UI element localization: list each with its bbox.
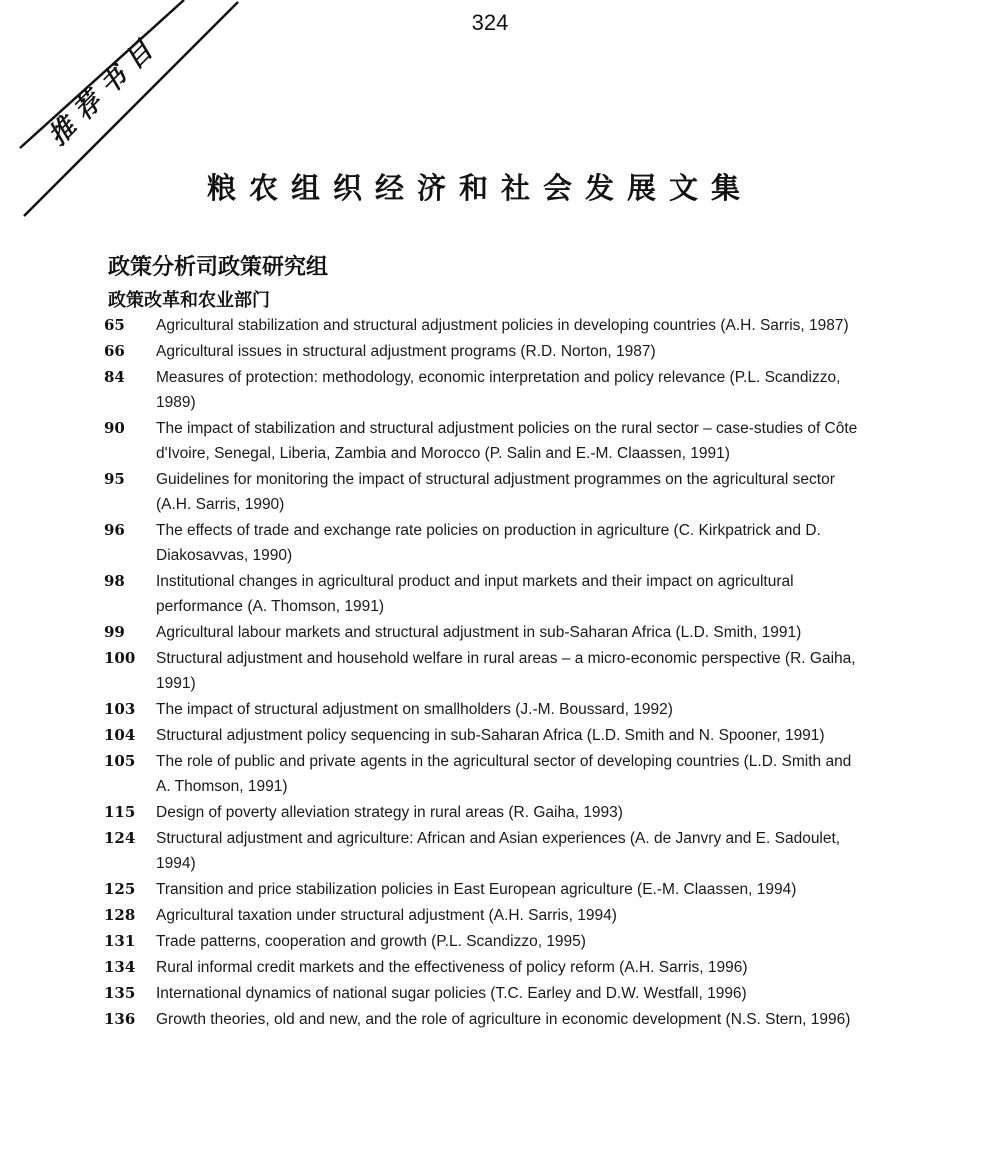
list-item <box>104 749 864 799</box>
entry-number: 136 <box>104 1010 136 1028</box>
entry-number: 90 <box>104 419 125 437</box>
subsection-title: 政策改革和农业部门 <box>108 290 270 311</box>
entry-title: The impact of structural adjustment on smallholders (J.-M. Boussard, 1992) <box>156 701 673 718</box>
entry-title: Institutional changes in agricultural product and input markets and their impact on agricultural performance (A. Thomson, 1991) <box>156 573 794 615</box>
entry-title: The role of public and private agents in the agricultural sector of developing countries (L.D. Smith and A. Thomson, 1991) <box>156 753 852 795</box>
entry-title: Design of poverty alleviation strategy in rural areas (R. Gaiha, 1993) <box>156 804 623 821</box>
entry-title: Agricultural taxation under structural adjustment (A.H. Sarris, 1994) <box>156 907 617 924</box>
entry-number: 134 <box>104 958 136 976</box>
entry-number: 105 <box>104 752 136 770</box>
list-item <box>104 518 864 568</box>
entry-number: 95 <box>104 470 125 488</box>
list-item <box>104 620 864 645</box>
entry-number: 124 <box>104 829 136 847</box>
list-item <box>104 339 864 364</box>
entry-title: Structural adjustment policy sequencing in sub-Saharan Africa (L.D. Smith and N. Spooner, 1991) <box>156 727 825 744</box>
list-item <box>104 877 864 902</box>
entry-number: 131 <box>104 932 136 950</box>
entry-title: The effects of trade and exchange rate policies on production in agriculture (C. Kirkpatrick and D. Diakosavvas, 1990) <box>156 522 821 564</box>
list-item <box>104 826 864 876</box>
entry-number: 125 <box>104 880 136 898</box>
entry-title: Rural informal credit markets and the effectiveness of policy reform (A.H. Sarris, 1996) <box>156 959 748 976</box>
entry-number: 115 <box>104 803 136 821</box>
entry-title: The impact of stabilization and structural adjustment policies on the rural sector – case-studies of Côte d'Ivoire, Senegal, Liberia, Zambia and Morocco (P. Salin and E.-M. Claassen, 1991) <box>156 420 858 462</box>
entry-number: 66 <box>104 342 125 360</box>
entry-number: 98 <box>104 572 125 590</box>
entry-title: Growth theories, old and new, and the role of agriculture in economic development (N.S. Stern, 1996) <box>156 1011 851 1028</box>
entry-number: 135 <box>104 984 136 1002</box>
list-item <box>104 981 864 1006</box>
entry-number: 104 <box>104 726 136 744</box>
list-item <box>104 1007 864 1032</box>
list-item <box>104 723 864 748</box>
list-item <box>104 467 864 517</box>
list-item <box>104 955 864 980</box>
entry-title: Measures of protection: methodology, economic interpretation and policy relevance (P.L. Scandizzo, 1989) <box>156 369 841 411</box>
entry-number: 103 <box>104 700 136 718</box>
list-item <box>104 903 864 928</box>
entry-title: Agricultural stabilization and structural adjustment policies in developing countries (A.H. Sarris, 1987) <box>156 317 849 334</box>
corner-label: 推荐书目 <box>42 28 166 152</box>
entry-title: Agricultural issues in structural adjustment programs (R.D. Norton, 1987) <box>156 343 656 360</box>
entry-title: Structural adjustment and household welfare in rural areas – a micro-economic perspective (R. Gaiha, 1991) <box>156 650 856 692</box>
entry-number: 84 <box>104 368 125 386</box>
list-item <box>104 365 864 415</box>
list-item <box>104 929 864 954</box>
entry-title: International dynamics of national sugar policies (T.C. Earley and D.W. Westfall, 1996) <box>156 985 747 1002</box>
list-item <box>104 646 864 696</box>
entry-title: Transition and price stabilization policies in East European agriculture (E.-M. Claassen, 1994) <box>156 881 797 898</box>
entry-number: 96 <box>104 521 125 539</box>
entry-title: Agricultural labour markets and structural adjustment in sub-Saharan Africa (L.D. Smith, 1991) <box>156 624 802 641</box>
publication-list <box>104 313 864 1033</box>
entry-title: Guidelines for monitoring the impact of structural adjustment programmes on the agricultural sector (A.H. Sarris, 1990) <box>156 471 835 513</box>
list-item <box>104 416 864 466</box>
entry-number: 100 <box>104 649 136 667</box>
list-item <box>104 697 864 722</box>
list-item <box>104 800 864 825</box>
entry-number: 65 <box>104 316 125 334</box>
list-item <box>104 313 864 338</box>
entry-number: 128 <box>104 906 136 924</box>
entry-title: Trade patterns, cooperation and growth (P.L. Scandizzo, 1995) <box>156 933 586 950</box>
series-title: 粮农组织经济和社会发展文集 <box>206 171 753 205</box>
entry-number: 99 <box>104 623 125 641</box>
section-title: 政策分析司政策研究组 <box>108 255 329 280</box>
list-item <box>104 569 864 619</box>
page-number: 324 <box>471 10 509 35</box>
entry-title: Structural adjustment and agriculture: African and Asian experiences (A. de Janvry and E. Sadoulet, 1994) <box>156 830 841 872</box>
